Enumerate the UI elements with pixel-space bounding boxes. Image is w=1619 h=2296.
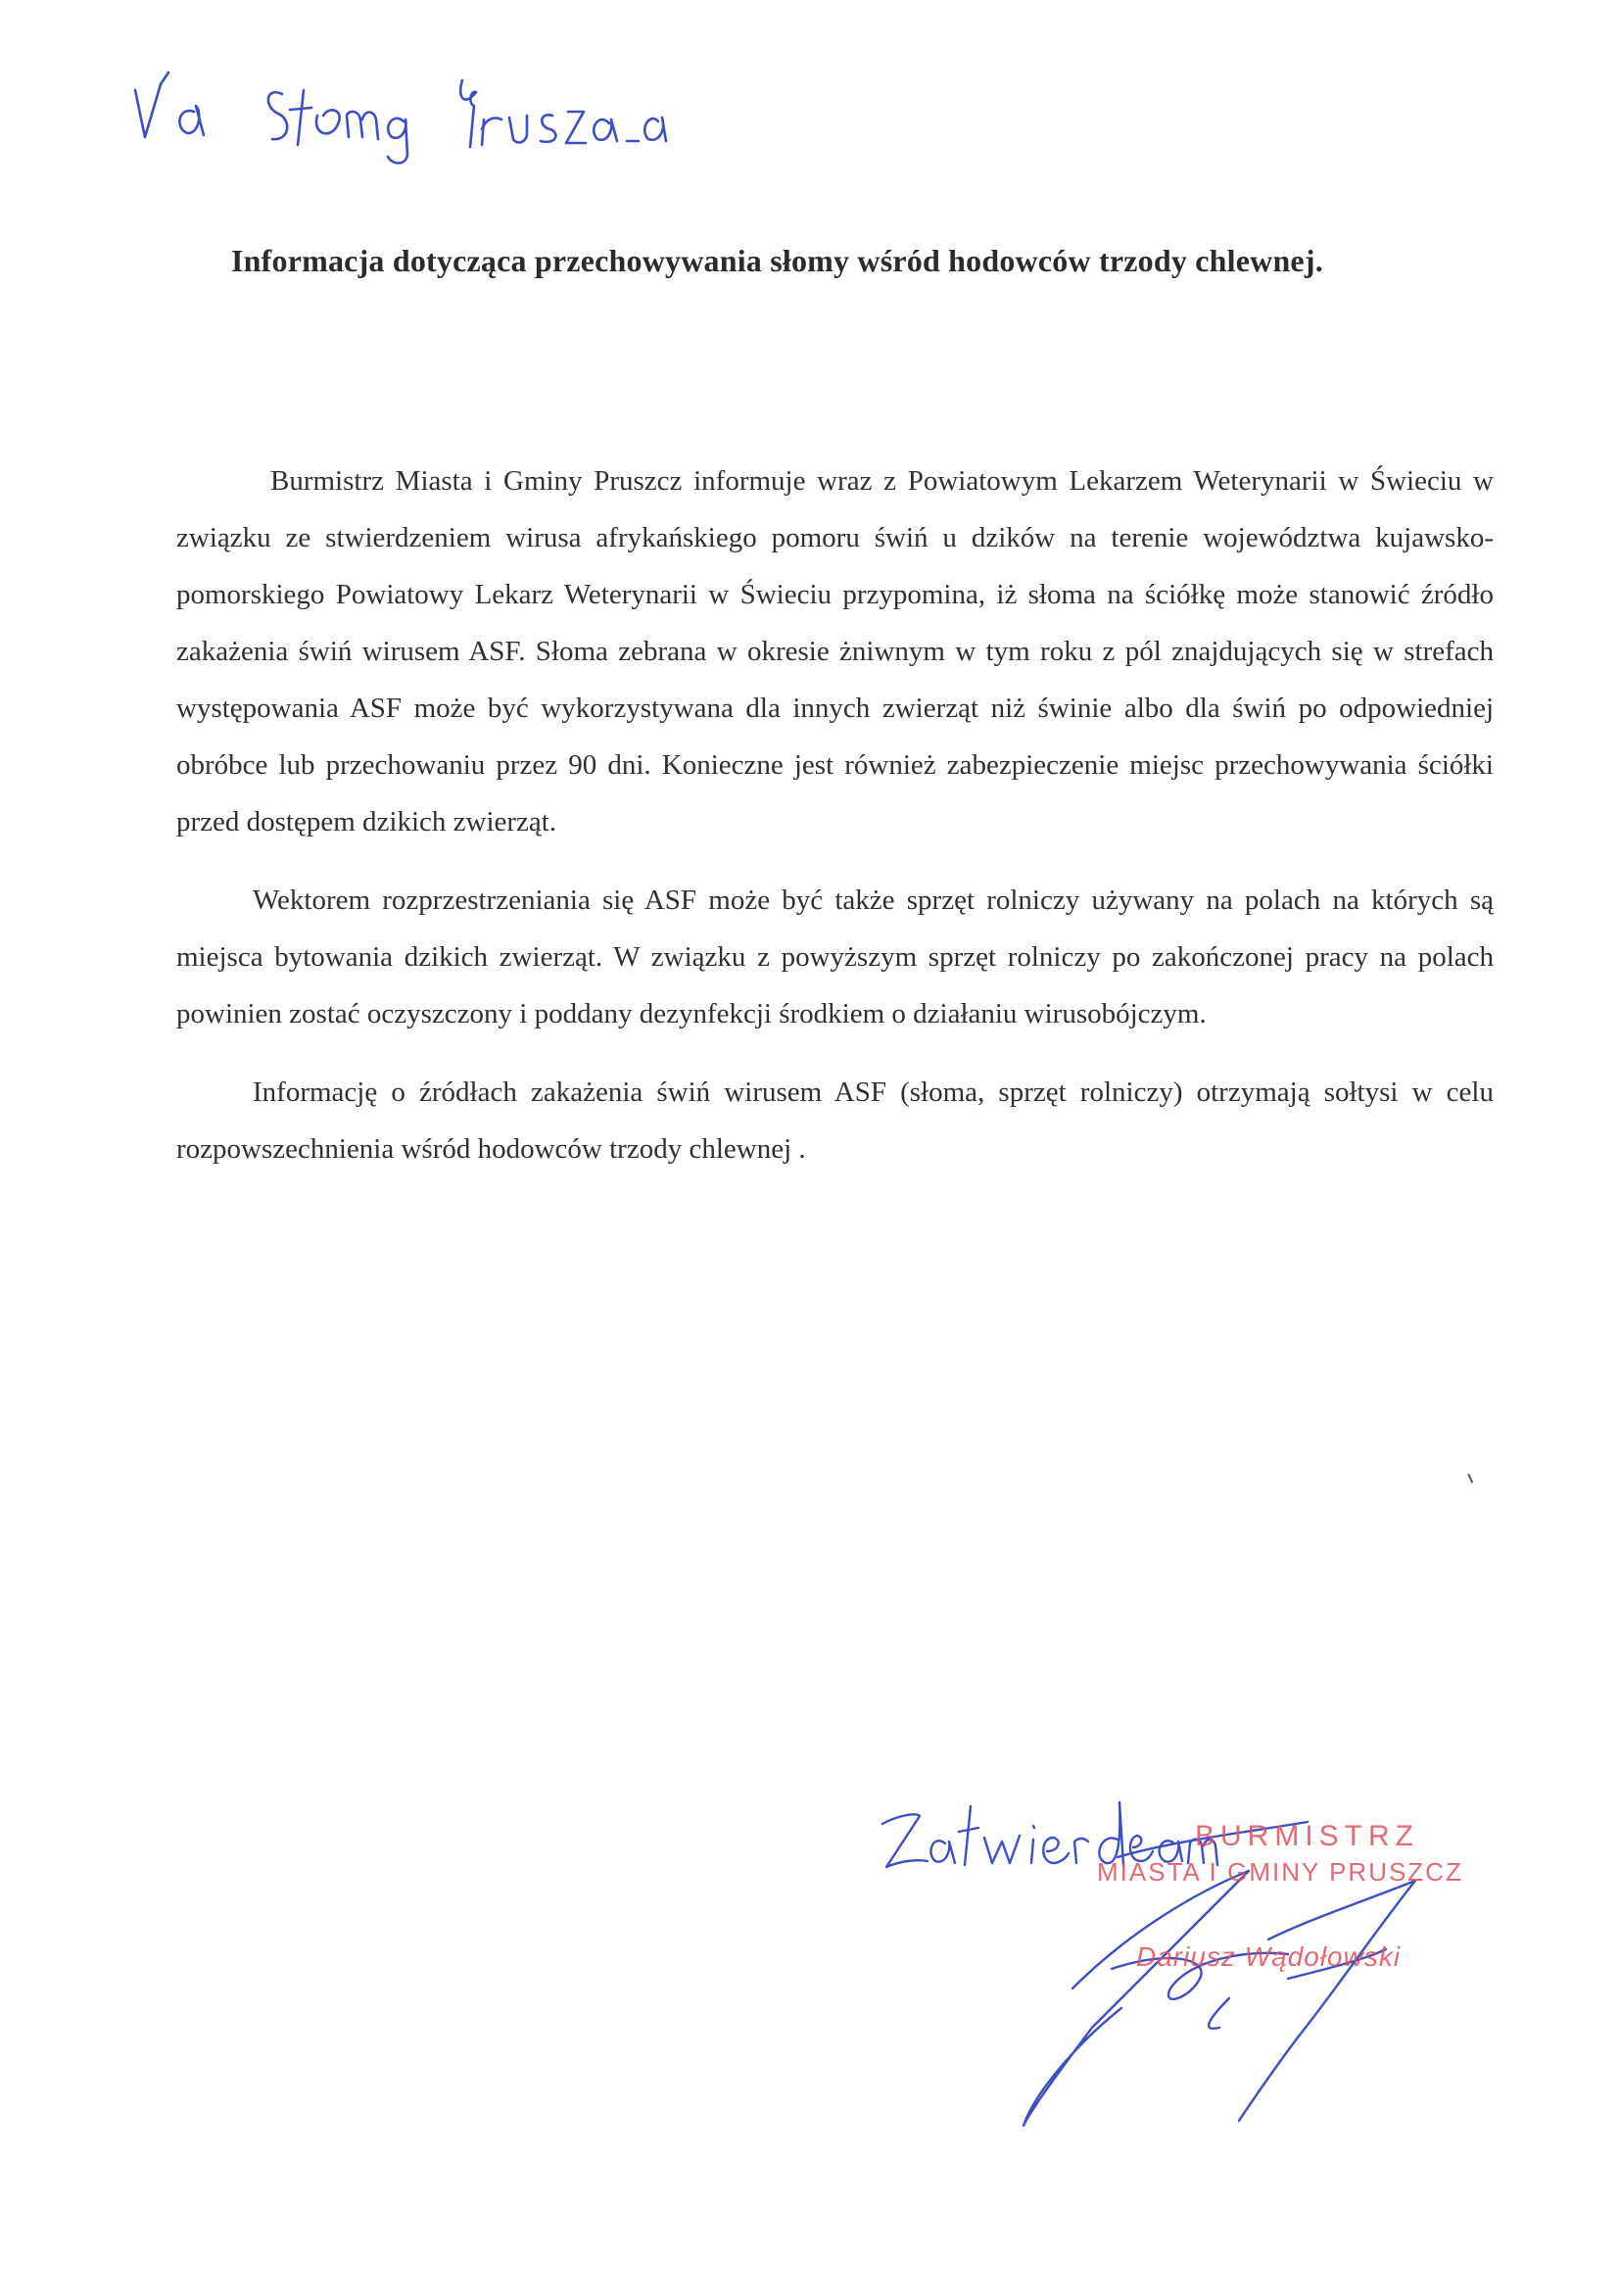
- stamp-organization: MIASTA I GMINY PRUSZCZ: [1097, 1857, 1463, 1887]
- stray-pen-mark: [1467, 1471, 1478, 1483]
- paragraph-3: Informację o źródłach zakażenia świń wirusem ASF (słoma, sprzęt rolniczy) otrzymają sołtysi w celu rozpowszechnienia wśród hodowców trzody chlewnej .: [176, 1076, 1494, 1165]
- paragraph-2: Wektorem rozprzestrzeniania się ASF może być także sprzęt rolniczy używany na polach na których są miejsca bytowania dzikich zwierząt. W związku z powyższym sprzęt rolniczy po zakończonej pracy na polach powinien zostać oczyszczony i poddany dezynfekcji środkiem o działaniu wirusobójczym.: [176, 885, 1494, 1029]
- document-title: Informacja dotycząca przechowywania słomy wśród hodowców trzody chlewnej.: [231, 243, 1323, 278]
- paragraph-1: Burmistrz Miasta i Gminy Pruszcz informuje wraz z Powiatowym Lekarzem Weterynarii w Świeciu w związku ze stwierdzeniem wirusa afrykańskiego pomoru świń u dzików na terenie województwa kujawsko-pomorskiego Powiatowy Lekarz Weterynarii w Świeciu przypomina, iż słoma na ściółkę może stanowić źródło zakażenia świń wirusem ASF. Słoma zebrana w okresie żniwnym w tym roku z pól znajdujących się w strefach występowania ASF może być wykorzystywana dla innych zwierząt niż świnie albo dla świń po odpowiedniej obróbce lub przechowaniu przez 90 dni. Konieczne jest również zabezpieczenie miejsc przechowywania ściółki przed dostępem dzikich zwierząt.: [176, 465, 1494, 837]
- handwriting-drawing: [118, 51, 784, 159]
- stamp-title: BURMISTRZ: [1195, 1820, 1419, 1852]
- official-stamp: [1097, 1820, 1489, 1996]
- document-body: [176, 453, 1494, 1199]
- handwritten-note: [118, 51, 784, 159]
- stamp-name: Dariusz Wądołowski: [1136, 1941, 1402, 1972]
